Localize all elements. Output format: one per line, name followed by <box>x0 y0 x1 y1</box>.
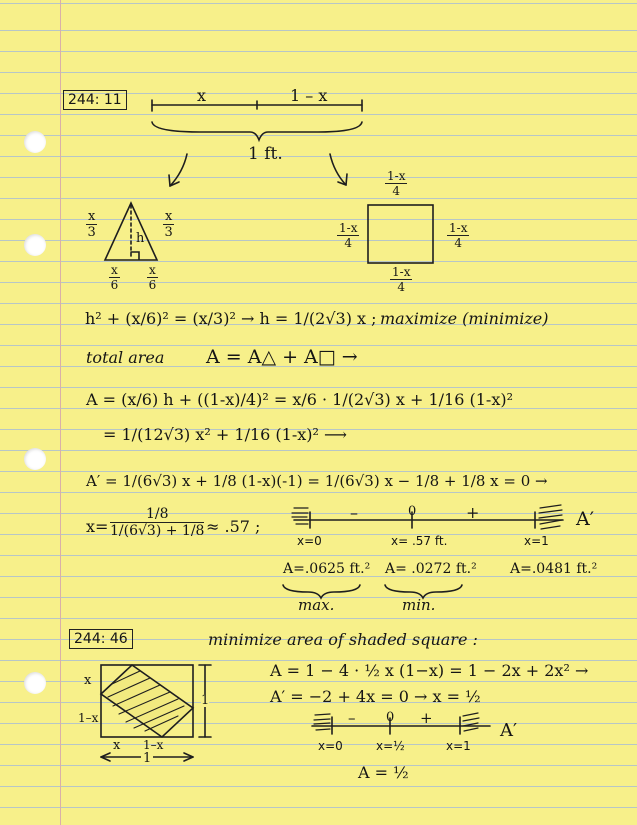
equation-derivative-2: A′ = −2 + 4x = 0 → x = ½ <box>270 687 481 706</box>
sign-minus-2: – <box>348 709 356 727</box>
problem2-title: minimize area of shaded square : <box>208 630 478 649</box>
arrow-right <box>330 154 346 185</box>
area-at-x1: A=.0481 ft.² <box>510 561 598 577</box>
sign-minus: – <box>350 503 358 522</box>
segment-label-1mx: 1 – x <box>290 86 328 105</box>
square <box>368 205 433 263</box>
length-label: 1 ft. <box>248 144 283 164</box>
sign-zero-2: 0 <box>386 710 395 725</box>
problem-tag-2: 244: 46 <box>69 629 133 649</box>
bottom-label-1mx: 1–x <box>143 738 164 752</box>
endpoint2-x1: x=1 <box>446 739 471 753</box>
tri-side-right: x 3 <box>164 209 173 240</box>
note-maximize: maximize (minimize) <box>380 309 549 328</box>
tri-base-right: x 6 <box>148 263 157 292</box>
right-length: 1 <box>201 693 210 708</box>
sign-plus: + <box>466 503 480 522</box>
label-max: max. <box>298 596 335 614</box>
equation-height: h² + (x/6)² = (x/3)² → h = 1/(2√3) x ; <box>85 309 377 328</box>
sq-side-top: 1-x 4 <box>387 169 406 198</box>
tri-height-label: h <box>136 231 145 246</box>
sign-plus-2: + <box>420 709 433 727</box>
area-at-x0: A=.0625 ft.² <box>283 561 371 577</box>
bottom-label-x: x <box>113 738 121 753</box>
arrow-left <box>170 154 187 186</box>
total-area-label: total area <box>86 348 165 367</box>
side-label-1mx: 1–x <box>78 711 99 725</box>
minimum-area: A = ½ <box>358 763 409 782</box>
area-at-critical: A= .0272 ft.² <box>385 561 477 577</box>
label-min: min. <box>402 596 436 614</box>
brace <box>152 122 362 140</box>
tri-side-left: x 3 <box>87 209 96 240</box>
critical-point-2: x=½ <box>376 739 405 753</box>
shaded-square <box>101 665 193 737</box>
segment-label-x: x <box>197 86 207 105</box>
equation-area-1: A = (x/6) h + ((1-x)/4)² = x/6 · 1/(2√3) x + 1/16 (1-x)² <box>86 390 513 409</box>
bottom-length: 1 <box>143 751 152 766</box>
tri-base-left: x 6 <box>110 263 119 292</box>
sign-chart-label-2: A′ <box>500 720 518 741</box>
critical-x-approx: ≈ .57 ; <box>206 517 261 536</box>
equation-area-2: A = 1 − 4 · ½ x (1−x) = 1 − 2x + 2x² → <box>270 661 589 680</box>
sign-zero: 0 <box>408 504 417 519</box>
critical-x-fraction: 1/8 1/(6√3) + 1/8 <box>110 506 205 539</box>
sign-chart-label: A′ <box>576 508 595 530</box>
sq-side-right: 1-x 4 <box>449 221 468 250</box>
sq-side-bottom: 1-x 4 <box>392 265 411 294</box>
x-equals: x= <box>86 517 109 536</box>
problem-tag: 244: 11 <box>63 90 127 110</box>
endpoint2-x0: x=0 <box>318 739 343 753</box>
endpoint-x1: x=1 <box>524 534 549 548</box>
equation-total-area: A = A△ + A□ → <box>206 346 358 368</box>
equation-area-2: = 1/(12√3) x² + 1/16 (1-x)² ⟶ <box>103 425 347 444</box>
critical-point: x= .57 ft. <box>391 534 448 548</box>
side-label-x: x <box>84 673 92 688</box>
endpoint-x0: x=0 <box>297 534 322 548</box>
sq-side-left: 1-x 4 <box>339 221 358 250</box>
equation-derivative: A′ = 1/(6√3) x + 1/8 (1-x)(-1) = 1/(6√3) x − 1/8 + 1/8 x = 0 → <box>86 472 548 490</box>
